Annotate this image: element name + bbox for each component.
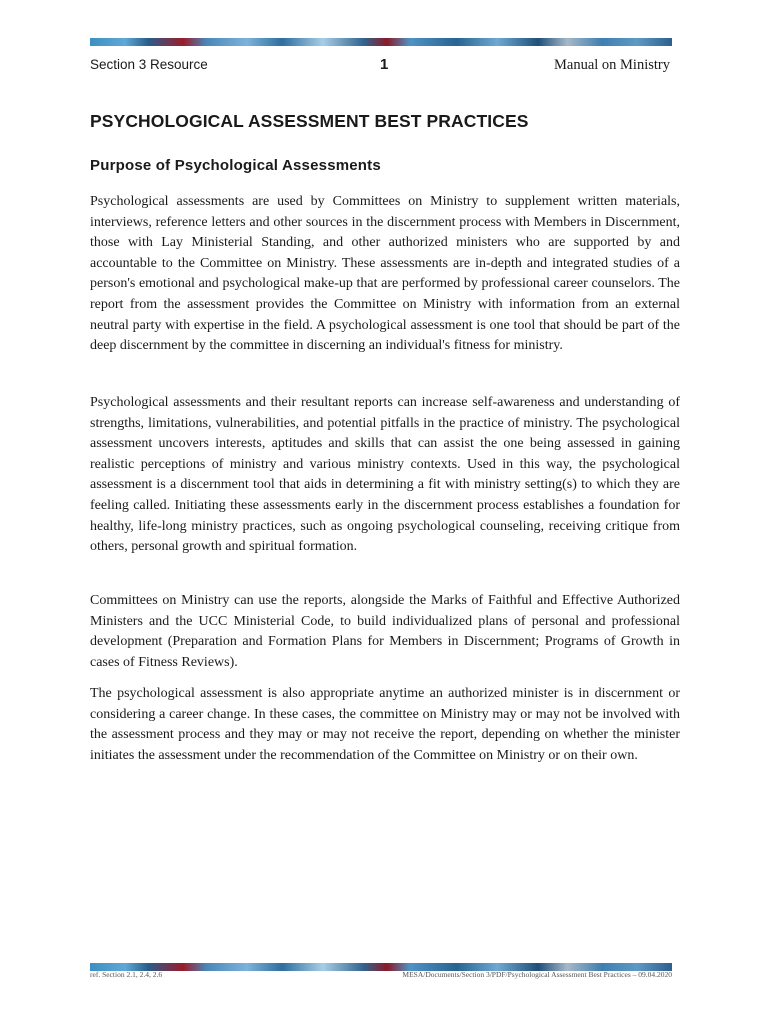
- section-heading: Purpose of Psychological Assessments: [90, 157, 381, 174]
- paragraph-3: Committees on Ministry can use the reports, alongside the Marks of Faithful and Effective Authorized Ministers and the UCC Ministerial Code, to build individualized plans of personal and professional development (Preparation and Formation Plans for Members in Discernment; Programs of Growth in cases of Fitness Reviews).: [90, 593, 680, 670]
- footer-document-path: MESA/Documents/Section 3/PDF/Psychological Assessment Best Practices – 09.04.2020: [402, 970, 672, 979]
- paragraph-4: The psychological assessment is also appropriate anytime an authorized minister is in discernment or considering a career change. In these cases, the committee on Ministry may or may not be involved with the assessment process and they may or may not receive the report, depending on whether the minister initiates the assessment under the recommendation of the Committee on Ministry or on their own.: [90, 686, 680, 763]
- manual-title: Manual on Ministry: [554, 57, 670, 73]
- page-header: [90, 55, 670, 77]
- paragraph-1: Psychological assessments are used by Committees on Ministry to supplement written materials, interviews, reference letters and other sources in the discernment process with Members in Discernment, those with Lay Ministerial Standing, and other authorized ministers who are supported by and accountable to the Committee on Ministry. These assessments are in-depth and integrated studies of a person's emotional and psychological make-up that are performed by professional career counselors. The report from the assessment provides the Committee on Ministry with information from an external neutral party with expertise in the field. A psychological assessment is one tool that should be part of the deep discernment by the committee in discerning an individual's fitness for ministry.: [90, 194, 680, 354]
- document-title: PSYCHOLOGICAL ASSESSMENT BEST PRACTICES: [90, 111, 529, 131]
- header-decorative-band: [90, 38, 672, 46]
- paragraph-2: Psychological assessments and their resultant reports can increase self-awareness and understanding of strengths, limitations, vulnerabilities, and potential pitfalls in the practice of ministry. The psychological assessment uncovers interests, aptitudes and skills that can assist the one being assessed in gaining realistic perceptions of ministry and various ministry contexts. Used in this way, the psychological assessment is a discernment tool that aids in determining a fit with ministry setting(s) to which they are feeling called. Initiating these assessments early in the discernment process establishes a foundation for healthy, life-long ministry practices, such as ongoing psychological counseling, receiving critique from others, personal growth and spiritual formation.: [90, 395, 680, 555]
- page-number: 1: [380, 56, 389, 73]
- section-label: Section 3 Resource: [90, 57, 208, 72]
- footer-reference: ref. Section 2.1, 2.4, 2.6: [90, 970, 163, 979]
